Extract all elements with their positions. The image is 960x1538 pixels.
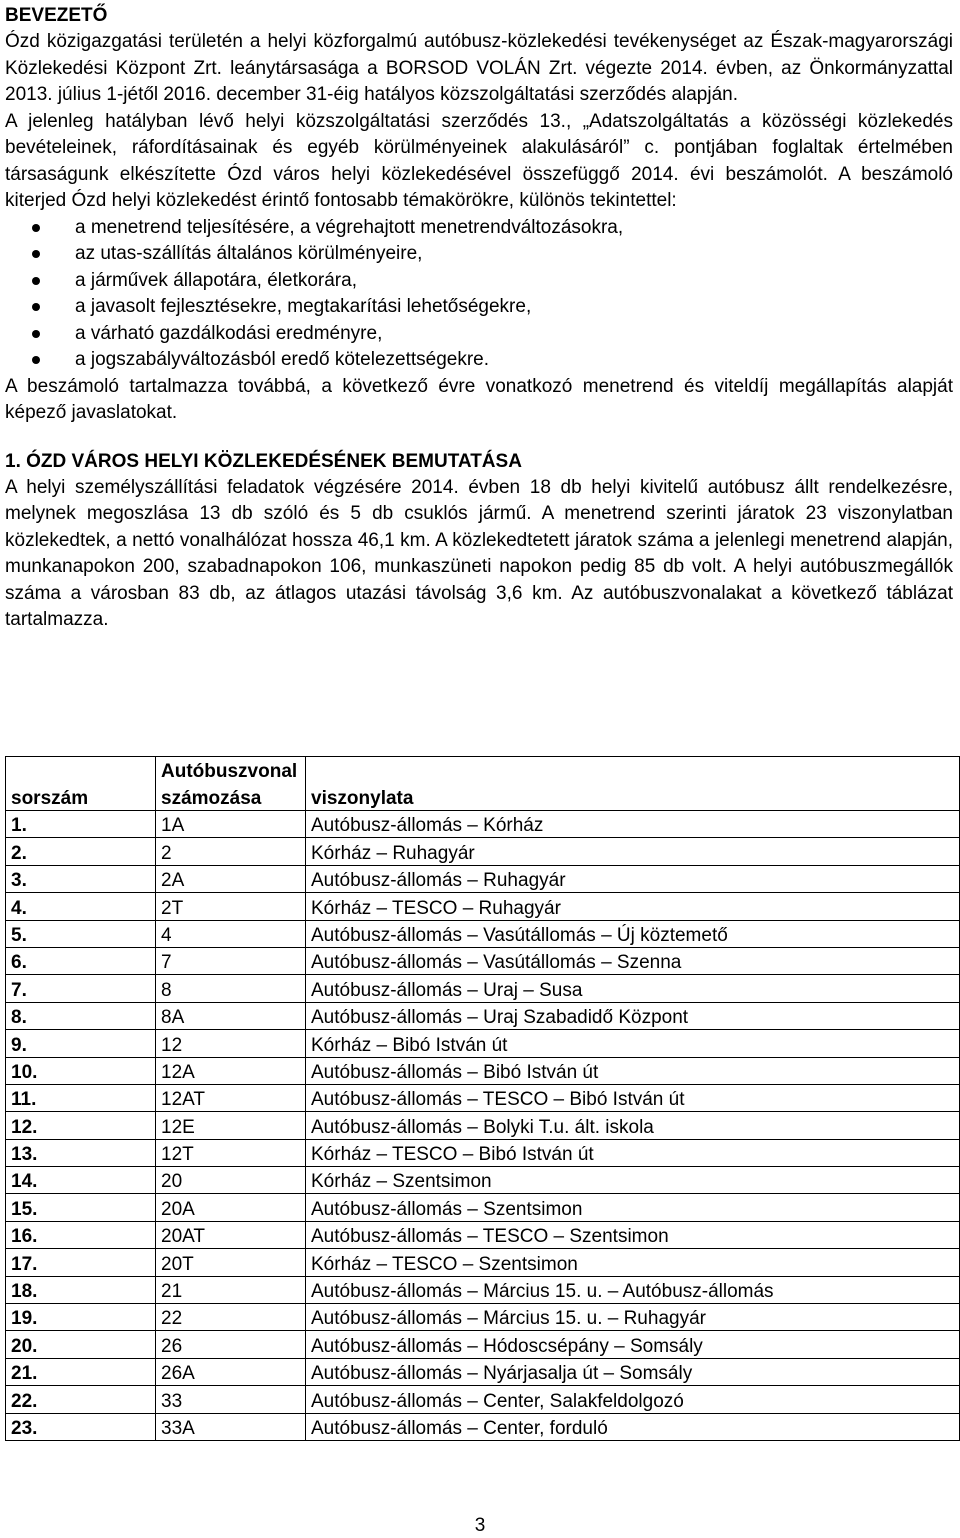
- section-1-heading: 1. ÓZD VÁROS HELYI KÖZLEKEDÉSÉNEK BEMUTATÁSA: [5, 450, 522, 472]
- table-row: [6, 865, 960, 892]
- route-number-cell: 12A: [156, 1057, 306, 1084]
- route-relation-cell: Kórház – Ruhagyár: [306, 838, 960, 865]
- table-header-row: [6, 757, 960, 784]
- route-serial-cell: 18.: [6, 1276, 156, 1303]
- list-item: a jogszabályváltozásból eredő kötelezettségekre.: [5, 347, 953, 374]
- route-serial-cell: 10.: [6, 1057, 156, 1084]
- route-serial-cell: 16.: [6, 1221, 156, 1248]
- route-number-cell: 1A: [156, 811, 306, 838]
- route-number-cell: 33A: [156, 1413, 306, 1440]
- route-serial-cell: 17.: [6, 1249, 156, 1276]
- bullet-icon: [32, 224, 40, 232]
- table-row: [6, 1002, 960, 1029]
- table-row: [6, 1139, 960, 1166]
- route-serial-cell: 23.: [6, 1413, 156, 1440]
- route-relation-cell: Autóbusz-állomás – Uraj Szabadidő Központ: [306, 1002, 960, 1029]
- section-1-paragraph: A helyi személyszállítási feladatok végzésére 2014. évben 18 db helyi kivitelű autóbusz állt rendelkezésre, melynek megoszlása 13 db szóló és 5 db csuklós jármű. A menetrend szerinti járatok 23 viszonylatban közlekedtek, a nettó vonalhálózat hossza 46,1 km. A közlekedtetett járatok száma a jelenlegi menetrend alapján, munkanapokon 200, szabadnapokon 106, munkaszüneti napokon pedig 85 db volt. A helyi autóbuszmegállók száma a városban 83 db, az átlagos utazási távolság 3,6 km. Az autóbuszvonalakat a következő táblázat tartalmazza.: [5, 476, 953, 630]
- table-header-cell: [6, 757, 156, 784]
- list-item: a járművek állapotára, életkorára,: [5, 268, 953, 295]
- table-row: [6, 975, 960, 1002]
- route-relation-cell: Autóbusz-állomás – Március 15. u. – Ruhagyár: [306, 1304, 960, 1331]
- table-row: [6, 1221, 960, 1248]
- table-header-cell: sorszám: [6, 783, 156, 811]
- table-header-row: [6, 783, 960, 811]
- table-header-cell: Autóbuszvonal: [156, 757, 306, 784]
- table-header-cell: számozása: [156, 783, 306, 811]
- route-relation-cell: Kórház – TESCO – Ruhagyár: [306, 893, 960, 920]
- route-serial-cell: 20.: [6, 1331, 156, 1358]
- table-body: [6, 811, 960, 1441]
- bullet-icon: [32, 330, 40, 338]
- table-row: [6, 1194, 960, 1221]
- route-relation-cell: Autóbusz-állomás – Bibó István út: [306, 1057, 960, 1084]
- bullet-icon: [32, 356, 40, 364]
- table-header-cell: [306, 757, 960, 784]
- intro-paragraph-3: A beszámoló tartalmazza továbbá, a következő évre vonatkozó menetrend és viteldíj megállapítás alapját képező javaslatokat.: [5, 375, 953, 423]
- route-number-cell: 12T: [156, 1139, 306, 1166]
- table-row: [6, 1331, 960, 1358]
- route-number-cell: 20T: [156, 1249, 306, 1276]
- bullet-icon: [32, 250, 40, 258]
- table-row: [6, 920, 960, 947]
- route-relation-cell: Autóbusz-állomás – Nyárjasalja út – Somsály: [306, 1358, 960, 1385]
- route-number-cell: 21: [156, 1276, 306, 1303]
- route-relation-cell: Autóbusz-állomás – Szentsimon: [306, 1194, 960, 1221]
- table-header-cell: viszonylata: [306, 783, 960, 811]
- route-number-cell: 26A: [156, 1358, 306, 1385]
- route-serial-cell: 6.: [6, 947, 156, 974]
- route-relation-cell: Kórház – Bibó István út: [306, 1030, 960, 1057]
- table-row: [6, 1304, 960, 1331]
- route-relation-cell: Autóbusz-állomás – Vasútállomás – Szenna: [306, 947, 960, 974]
- route-serial-cell: 14.: [6, 1167, 156, 1194]
- table-row: [6, 1386, 960, 1413]
- route-relation-cell: Autóbusz-állomás – Uraj – Susa: [306, 975, 960, 1002]
- table-row: [6, 1358, 960, 1385]
- route-serial-cell: 4.: [6, 893, 156, 920]
- route-number-cell: 2A: [156, 865, 306, 892]
- route-serial-cell: 7.: [6, 975, 156, 1002]
- route-serial-cell: 8.: [6, 1002, 156, 1029]
- route-relation-cell: Autóbusz-állomás – TESCO – Szentsimon: [306, 1221, 960, 1248]
- table-row: [6, 1084, 960, 1111]
- list-item: a menetrend teljesítésére, a végrehajtott menetrendváltozásokra,: [5, 215, 953, 242]
- route-relation-cell: Kórház – TESCO – Bibó István út: [306, 1139, 960, 1166]
- route-number-cell: 4: [156, 920, 306, 947]
- route-serial-cell: 2.: [6, 838, 156, 865]
- route-number-cell: 33: [156, 1386, 306, 1413]
- route-serial-cell: 12.: [6, 1112, 156, 1139]
- route-serial-cell: 15.: [6, 1194, 156, 1221]
- intro-heading: BEVEZETŐ: [5, 5, 108, 26]
- route-serial-cell: 3.: [6, 865, 156, 892]
- route-serial-cell: 13.: [6, 1139, 156, 1166]
- route-number-cell: 8: [156, 975, 306, 1002]
- route-number-cell: 20: [156, 1167, 306, 1194]
- route-relation-cell: Autóbusz-állomás – Hódoscsépány – Somsály: [306, 1331, 960, 1358]
- route-number-cell: 2: [156, 838, 306, 865]
- route-serial-cell: 1.: [6, 811, 156, 838]
- table-row: [6, 1030, 960, 1057]
- table-row: [6, 1413, 960, 1440]
- table-row: [6, 811, 960, 838]
- route-serial-cell: 5.: [6, 920, 156, 947]
- route-number-cell: 26: [156, 1331, 306, 1358]
- table-row: [6, 1276, 960, 1303]
- bus-routes-table: [5, 756, 960, 1441]
- bullet-icon: [32, 303, 40, 311]
- document-page: [5, 0, 953, 634]
- route-relation-cell: Autóbusz-állomás – Kórház: [306, 811, 960, 838]
- route-relation-cell: Autóbusz-állomás – TESCO – Bibó István út: [306, 1084, 960, 1111]
- route-number-cell: 20AT: [156, 1221, 306, 1248]
- route-relation-cell: Autóbusz-állomás – Ruhagyár: [306, 865, 960, 892]
- bullet-icon: [32, 277, 40, 285]
- route-serial-cell: 11.: [6, 1084, 156, 1111]
- list-item: a javasolt fejlesztésekre, megtakarítási lehetőségekre,: [5, 294, 953, 321]
- route-serial-cell: 19.: [6, 1304, 156, 1331]
- page-number: 3: [474, 1515, 486, 1536]
- intro-paragraph-1: Ózd közigazgatási területén a helyi közforgalmú autóbusz-közlekedési tevékenységet az Észak-magyarországi Közlekedési Központ Zrt. leánytársasága a BORSOD VOLÁN Zrt. végezte 2014. évben, az Önkormányzattal 2013. július 1-jétől 2016. december 31-éig hatályos közszolgáltatási szerződés alapján.: [5, 31, 953, 105]
- route-serial-cell: 21.: [6, 1358, 156, 1385]
- route-relation-cell: Kórház – TESCO – Szentsimon: [306, 1249, 960, 1276]
- table-row: [6, 1249, 960, 1276]
- route-number-cell: 20A: [156, 1194, 306, 1221]
- route-number-cell: 8A: [156, 1002, 306, 1029]
- route-serial-cell: 22.: [6, 1386, 156, 1413]
- route-relation-cell: Autóbusz-állomás – Március 15. u. – Autóbusz-állomás: [306, 1276, 960, 1303]
- route-relation-cell: Kórház – Szentsimon: [306, 1167, 960, 1194]
- table-row: [6, 1167, 960, 1194]
- route-relation-cell: Autóbusz-állomás – Bolyki T.u. ált. iskola: [306, 1112, 960, 1139]
- route-number-cell: 2T: [156, 893, 306, 920]
- list-item: a várható gazdálkodási eredményre,: [5, 321, 953, 348]
- route-number-cell: 12E: [156, 1112, 306, 1139]
- route-number-cell: 12AT: [156, 1084, 306, 1111]
- route-relation-cell: Autóbusz-állomás – Center, forduló: [306, 1413, 960, 1440]
- route-number-cell: 12: [156, 1030, 306, 1057]
- table-row: [6, 1057, 960, 1084]
- route-serial-cell: 9.: [6, 1030, 156, 1057]
- table-row: [6, 838, 960, 865]
- route-relation-cell: Autóbusz-állomás – Center, Salakfeldolgozó: [306, 1386, 960, 1413]
- table-row: [6, 893, 960, 920]
- table-row: [6, 947, 960, 974]
- route-relation-cell: Autóbusz-állomás – Vasútállomás – Új köztemető: [306, 920, 960, 947]
- table-row: [6, 1112, 960, 1139]
- intro-paragraph-2: A jelenleg hatályban lévő helyi közszolgáltatási szerződés 13., „Adatszolgáltatás a közösségi közlekedés bevételeinek, ráfordításainak és egyéb körülményeinek alakulásáról” c. pontjában foglaltak értelmében társaságunk elkészítette Ózd város helyi közlekedésével összefüggő 2014. évi beszámolót. A beszámoló kiterjed Ózd helyi közlekedést érintő fontosabb témakörökre, különös tekintettel:: [5, 110, 953, 211]
- route-number-cell: 22: [156, 1304, 306, 1331]
- topics-list: [5, 215, 953, 374]
- route-number-cell: 7: [156, 947, 306, 974]
- list-item: az utas-szállítás általános körülményeire,: [5, 241, 953, 268]
